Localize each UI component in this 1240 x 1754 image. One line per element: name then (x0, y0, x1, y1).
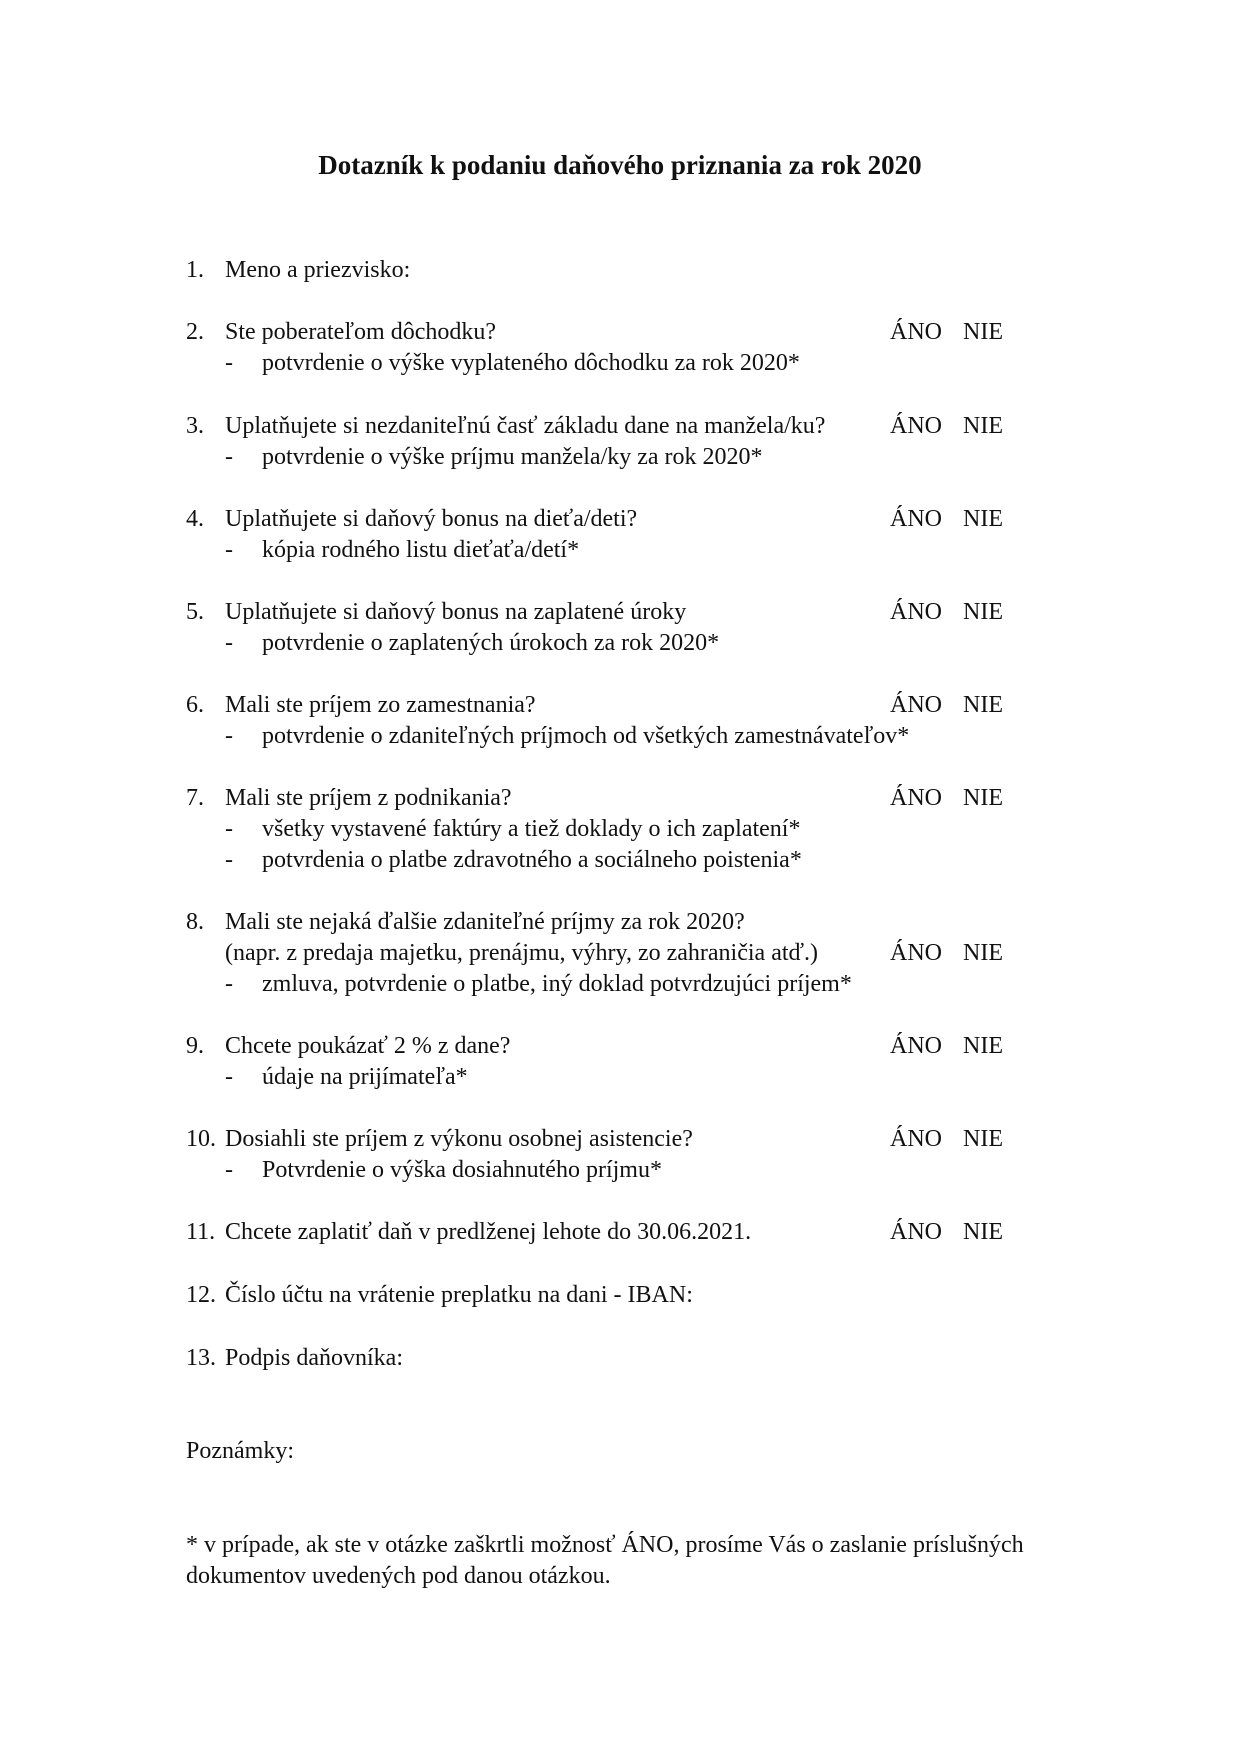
question-number: 12. (186, 1282, 216, 1308)
question-number: 10. (186, 1126, 216, 1152)
bullet-dash: - (225, 350, 233, 376)
question-text: Chcete zaplatiť daň v predlženej lehote do 30.06.2021. (225, 1219, 752, 1245)
requirement-text: všetky vystavené faktúry a tiež doklady o ich zaplatení* (262, 816, 801, 842)
question-examples: (napr. z predaja majetku, prenájmu, výhry, zo zahraničia atď.) (225, 940, 819, 966)
footnote-text: dokumentov uvedených pod danou otázkou. (186, 1563, 611, 1589)
question-text: Uplatňujete si daňový bonus na zaplatené úroky (225, 599, 687, 625)
answer-nie[interactable]: NIE (963, 692, 1003, 718)
question-text: Chcete poukázať 2 % z dane? (225, 1033, 511, 1059)
question-text: Ste poberateľom dôchodku? (225, 319, 497, 345)
question-number: 9. (186, 1033, 204, 1059)
answer-ano[interactable]: ÁNO (890, 599, 942, 625)
answer-ano[interactable]: ÁNO (890, 692, 942, 718)
question-number: 2. (186, 319, 204, 345)
requirement-text: potvrdenie o výške vyplateného dôchodku za rok 2020* (262, 350, 800, 376)
requirement-text: potvrdenie o zdaniteľných príjmoch od všetkých zamestnávateľov* (262, 723, 910, 749)
document-title: Dotazník k podaniu daňového priznania za rok 2020 (318, 150, 922, 180)
question-text: Uplatňujete si nezdaniteľnú časť základu dane na manžela/ku? (225, 413, 826, 439)
question-text: Mali ste nejaká ďalšie zdaniteľné príjmy za rok 2020? (225, 909, 745, 935)
question-text: Uplatňujete si daňový bonus na dieťa/deti? (225, 506, 638, 532)
answer-nie[interactable]: NIE (963, 1126, 1003, 1152)
question-text: Mali ste príjem z podnikania? (225, 785, 512, 811)
question-text: Dosiahli ste príjem z výkonu osobnej asistencie? (225, 1126, 693, 1152)
question-number: 6. (186, 692, 204, 718)
answer-nie[interactable]: NIE (963, 319, 1003, 345)
answer-nie[interactable]: NIE (963, 1219, 1003, 1245)
answer-nie[interactable]: NIE (963, 413, 1003, 439)
bullet-dash: - (225, 1157, 233, 1183)
question-text: Mali ste príjem zo zamestnania? (225, 692, 536, 718)
bullet-dash: - (225, 971, 233, 997)
answer-ano[interactable]: ÁNO (890, 1033, 942, 1059)
question-text: Číslo účtu na vrátenie preplatku na dani - IBAN: (225, 1282, 693, 1308)
question-number: 7. (186, 785, 204, 811)
answer-ano[interactable]: ÁNO (890, 1219, 942, 1245)
answer-nie[interactable]: NIE (963, 506, 1003, 532)
question-text: Podpis daňovníka: (225, 1345, 403, 1371)
answer-ano[interactable]: ÁNO (890, 413, 942, 439)
requirement-text: potvrdenia o platbe zdravotného a sociálneho poistenia* (262, 847, 802, 873)
requirement-text: Potvrdenie o výška dosiahnutého príjmu* (262, 1157, 662, 1183)
answer-ano[interactable]: ÁNO (890, 1126, 942, 1152)
answer-nie[interactable]: NIE (963, 940, 1003, 966)
answer-nie[interactable]: NIE (963, 785, 1003, 811)
requirement-text: potvrdenie o zaplatených úrokoch za rok 2020* (262, 630, 720, 656)
bullet-dash: - (225, 816, 233, 842)
bullet-dash: - (225, 847, 233, 873)
question-number: 11. (186, 1219, 216, 1245)
question-number: 4. (186, 506, 204, 532)
bullet-dash: - (225, 630, 233, 656)
question-number: 1. (186, 257, 204, 283)
question-text: Meno a priezvisko: (225, 257, 411, 283)
question-number: 8. (186, 909, 204, 935)
question-number: 13. (186, 1345, 216, 1371)
requirement-text: údaje na prijímateľa* (262, 1064, 468, 1090)
answer-nie[interactable]: NIE (963, 599, 1003, 625)
requirement-text: potvrdenie o výške príjmu manžela/ky za rok 2020* (262, 444, 763, 470)
answer-nie[interactable]: NIE (963, 1033, 1003, 1059)
answer-ano[interactable]: ÁNO (890, 506, 942, 532)
question-number: 5. (186, 599, 204, 625)
requirement-text: kópia rodného listu dieťaťa/detí* (262, 537, 580, 563)
requirement-text: zmluva, potvrdenie o platbe, iný doklad potvrdzujúci príjem* (262, 971, 852, 997)
answer-ano[interactable]: ÁNO (890, 319, 942, 345)
bullet-dash: - (225, 1064, 233, 1090)
notes-label: Poznámky: (186, 1438, 294, 1464)
question-number: 3. (186, 413, 204, 439)
bullet-dash: - (225, 723, 233, 749)
answer-ano[interactable]: ÁNO (890, 940, 942, 966)
bullet-dash: - (225, 444, 233, 470)
footnote-text: * v prípade, ak ste v otázke zaškrtli možnosť ÁNO, prosíme Vás o zaslanie príslušných (186, 1532, 1024, 1558)
answer-ano[interactable]: ÁNO (890, 785, 942, 811)
bullet-dash: - (225, 537, 233, 563)
